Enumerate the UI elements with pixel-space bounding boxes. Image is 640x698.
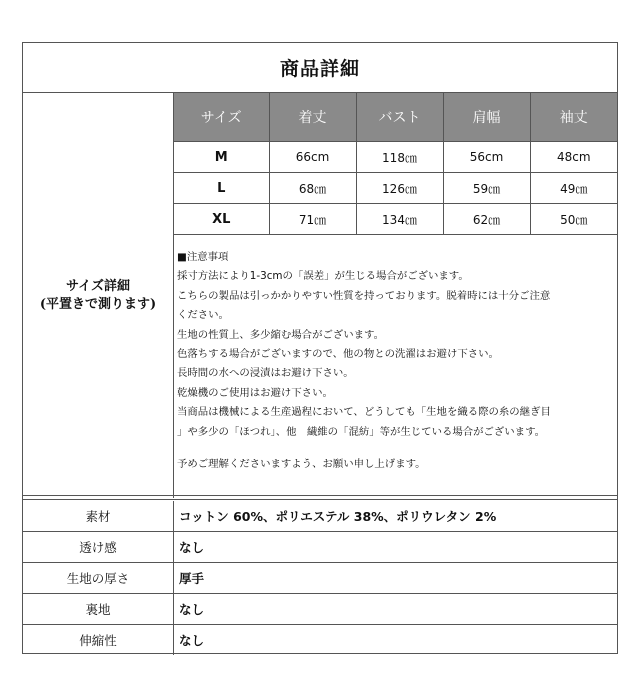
note-line: 」や多少の「ほつれ」、他 繊維の「混紡」等が生じている場合がございます。	[177, 425, 546, 438]
attribute-table	[23, 501, 617, 655]
note-line: 採寸方法により1-3cmの「誤差」が生じる場合がございます。	[177, 270, 469, 283]
attribute-label: 生地の厚さ	[23, 563, 174, 593]
attribute-label: 素材	[23, 501, 174, 531]
attribute-row-thickness	[23, 563, 617, 594]
header-size: サイズ	[174, 93, 269, 142]
attribute-label: 伸縮性	[23, 625, 174, 655]
attribute-value: なし	[179, 540, 205, 555]
header-shoulder: 肩幅	[443, 93, 530, 142]
size-cell: XL	[174, 204, 269, 235]
attribute-label: 裏地	[23, 594, 174, 624]
sleeve-cell: 48cm	[530, 142, 617, 173]
shoulder-cell: 62㎝	[443, 204, 530, 235]
size-table-header-row	[174, 93, 617, 142]
attribute-value: なし	[179, 633, 205, 648]
outer-border	[22, 42, 618, 654]
note-line: 生地の性質上、多少縮む場合がございます。	[177, 328, 384, 341]
attribute-row-stretch	[23, 625, 617, 655]
note-line: こちらの製品は引っかかりやすい性質を持っております。脱着時には十分ご注意	[177, 289, 551, 302]
care-notes	[174, 248, 613, 474]
size-table	[174, 93, 617, 235]
shoulder-cell: 59㎝	[443, 173, 530, 204]
attribute-value: 厚手	[179, 571, 205, 586]
header-bust: バスト	[356, 93, 443, 142]
table-row	[174, 204, 617, 235]
product-details-sheet	[22, 42, 618, 654]
notes-heading: ■注意事項	[177, 251, 229, 263]
sleeve-cell: 50㎝	[530, 204, 617, 235]
table-row	[174, 142, 617, 173]
note-line: 乾燥機のご使用はお避け下さい。	[177, 386, 333, 399]
page-title: 商品詳細	[23, 43, 617, 93]
bust-cell: 118㎝	[356, 142, 443, 173]
bust-cell: 134㎝	[356, 204, 443, 235]
bust-cell: 126㎝	[356, 173, 443, 204]
size-details-label	[23, 93, 174, 498]
length-cell: 68㎝	[269, 173, 356, 204]
note-line: 長時間の水への浸漬はお避け下さい。	[177, 367, 354, 380]
notes-closing: 予めご理解くださいますよう、お願い申し上げます。	[177, 458, 426, 471]
attribute-row-lining	[23, 594, 617, 625]
length-cell: 66cm	[269, 142, 356, 173]
attribute-value: なし	[179, 602, 205, 617]
size-details-label-line1: サイズ詳細	[66, 278, 130, 294]
sleeve-cell: 49㎝	[530, 173, 617, 204]
note-line: 当商品は機械による生産過程において、どうしても「生地を織る際の糸の継ぎ目	[177, 406, 551, 419]
size-details-label-line2: (平置きで測ります)	[39, 296, 157, 312]
header-sleeve: 袖丈	[530, 93, 617, 142]
note-line: 色落ちする場合がございますので、他の物との洗濯はお避け下さい。	[177, 348, 499, 361]
table-row	[174, 173, 617, 204]
length-cell: 71㎝	[269, 204, 356, 235]
attribute-label: 透け感	[23, 532, 174, 562]
size-cell: L	[174, 173, 269, 204]
header-length: 着丈	[269, 93, 356, 142]
section-divider	[23, 495, 617, 500]
shoulder-cell: 56cm	[443, 142, 530, 173]
notes-spacer	[177, 442, 613, 455]
attribute-value: コットン 60%、ポリエステル 38%、ポリウレタン 2%	[179, 509, 497, 524]
attribute-row-material	[23, 501, 617, 532]
note-line: ください。	[177, 309, 229, 322]
size-cell: M	[174, 142, 269, 173]
attribute-row-sheerness	[23, 532, 617, 563]
